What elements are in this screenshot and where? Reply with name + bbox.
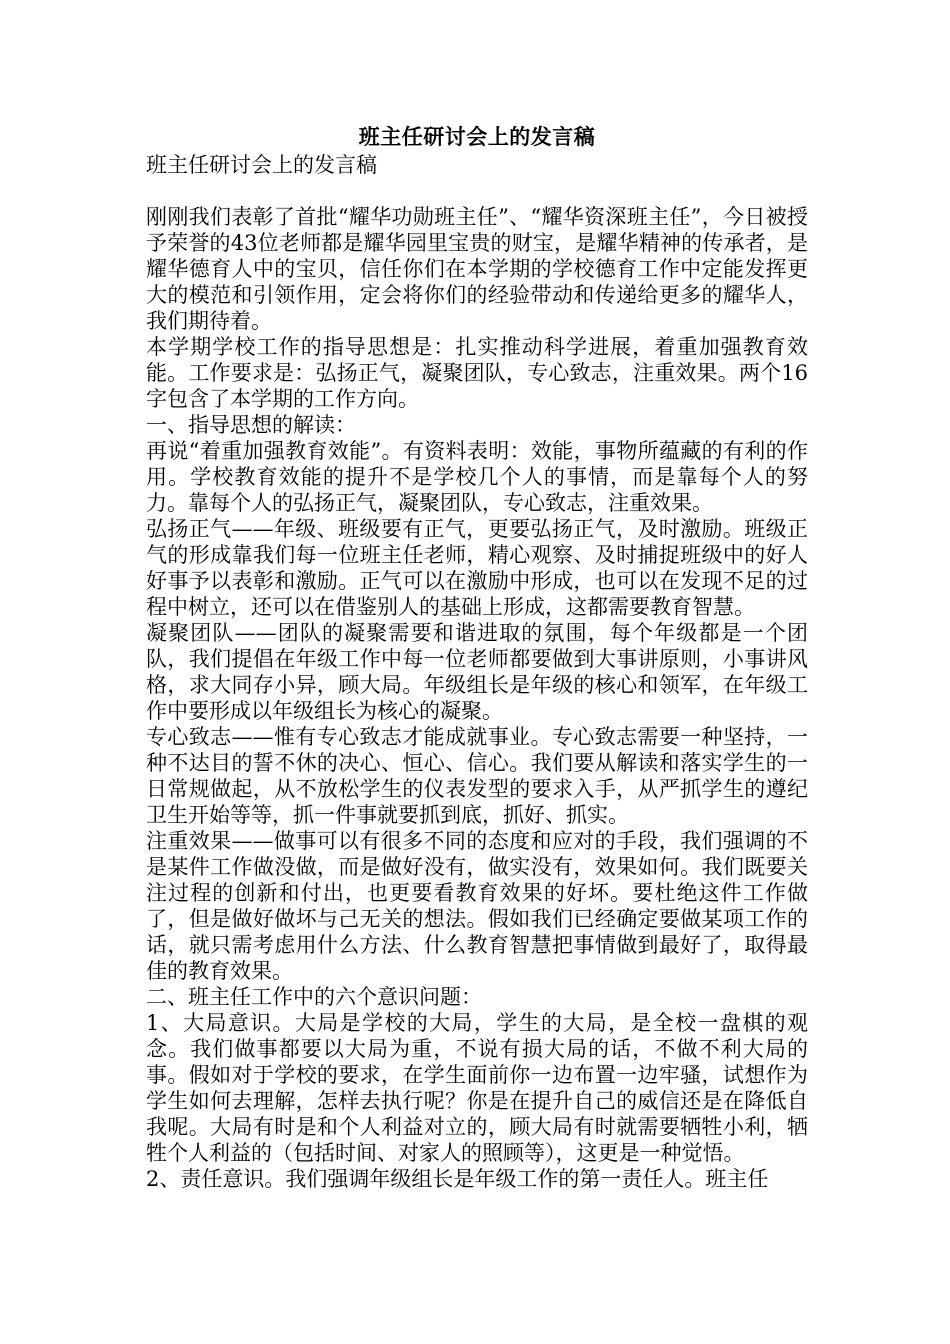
section-heading-1: 一、指导思想的解读：: [146, 413, 356, 437]
paragraph-team: 凝聚团队——团队的凝聚需要和谐进取的氛围，每个年级都是一个团队，我们提倡在年级工作中每一位老师都要做到大事讲原则，小事讲风格，求大同存小异，顾大局。年级组长是年级的核心和领军，在年级工作中要形成以年级组长为核心的凝聚。: [146, 621, 808, 723]
paragraph-focus: 专心致志——惟有专心致志才能成就事业。专心致志需要一种坚持，一种不达目的誓不休的决心、恒心、信心。我们要从解读和落实学生的一日常规做起，从不放松学生的仪表发型的要求入手，从严抓学生的遵纪卫生开始等等，抓一件事就要抓到底，抓好、抓实。: [146, 725, 808, 827]
paragraph-results: 注重效果——做事可以有很多不同的态度和应对的手段，我们强调的不是某件工作做没做，而是做好没有，做实没有，效果如何。我们既要关注过程的创新和付出，也更要看教育效果的好坏。要杜绝这件工作做了，但是做好做坏与己无关的想法。假如我们已经确定要做某项工作的话，就只需考虑用什么方法、什么教育智慧把事情做到最好了，取得最佳的教育效果。: [146, 829, 808, 983]
paragraph-guiding-thought: 本学期学校工作的指导思想是：扎实推动科学进展，着重加强教育效能。工作要求是：弘扬正气，凝聚团队，专心致志，注重效果。两个16字包含了本学期的工作方向。: [146, 335, 808, 411]
paragraph-responsibility: 2、责任意识。我们强调年级组长是年级工作的第一责任人。班主任: [146, 1167, 769, 1191]
section-heading-2: 二、班主任工作中的六个意识问题：: [146, 985, 482, 1009]
document-page: [146, 122, 808, 1192]
document-subtitle: 班主任研讨会上的发言稿: [146, 153, 377, 177]
paragraph-efficiency: 再说“着重加强教育效能”。有资料表明：效能，事物所蕴藏的有利的作用。学校教育效能的提升不是学校几个人的事情，而是靠每个人的努力。靠每个人的弘扬正气，凝聚团队，专心致志，注重效果。: [146, 439, 808, 515]
blank-line: [146, 178, 808, 204]
paragraph-intro: 刚刚我们表彰了首批“耀华功勋班主任”、“耀华资深班主任”，今日被授予荣誉的43位老师都是耀华园里宝贵的财宝，是耀华精神的传承者，是耀华德育人中的宝贝，信任你们在本学期的学校德育工作中定能发挥更大的模范和引领作用，定会将你们的经验带动和传递给更多的耀华人，我们期待着。: [146, 205, 808, 333]
paragraph-righteousness: 弘扬正气——年级、班级要有正气，更要弘扬正气，及时激励。班级正气的形成靠我们每一位班主任老师，精心观察、及时捕捉班级中的好人好事予以表彰和激励。正气可以在激励中形成，也可以在发现不足的过程中树立，还可以在借鉴别人的基础上形成，这都需要教育智慧。: [146, 517, 808, 619]
document-title: 班主任研讨会上的发言稿: [358, 124, 596, 149]
paragraph-overall-awareness: 1、大局意识。大局是学校的大局，学生的大局，是全校一盘棋的观念。我们做事都要以大局为重，不说有损大局的话，不做不利大局的事。假如对于学校的要求，在学生面前你一边布置一边牢骚，试想作为学生如何去理解，怎样去执行呢？你是在提升自己的威信还是在降低自我呢。大局有时是和个人利益对立的，顾大局有时就需要牺牲小利，牺牲个人利益的（包括时间、对家人的照顾等），这更是一种觉悟。: [146, 1011, 808, 1165]
